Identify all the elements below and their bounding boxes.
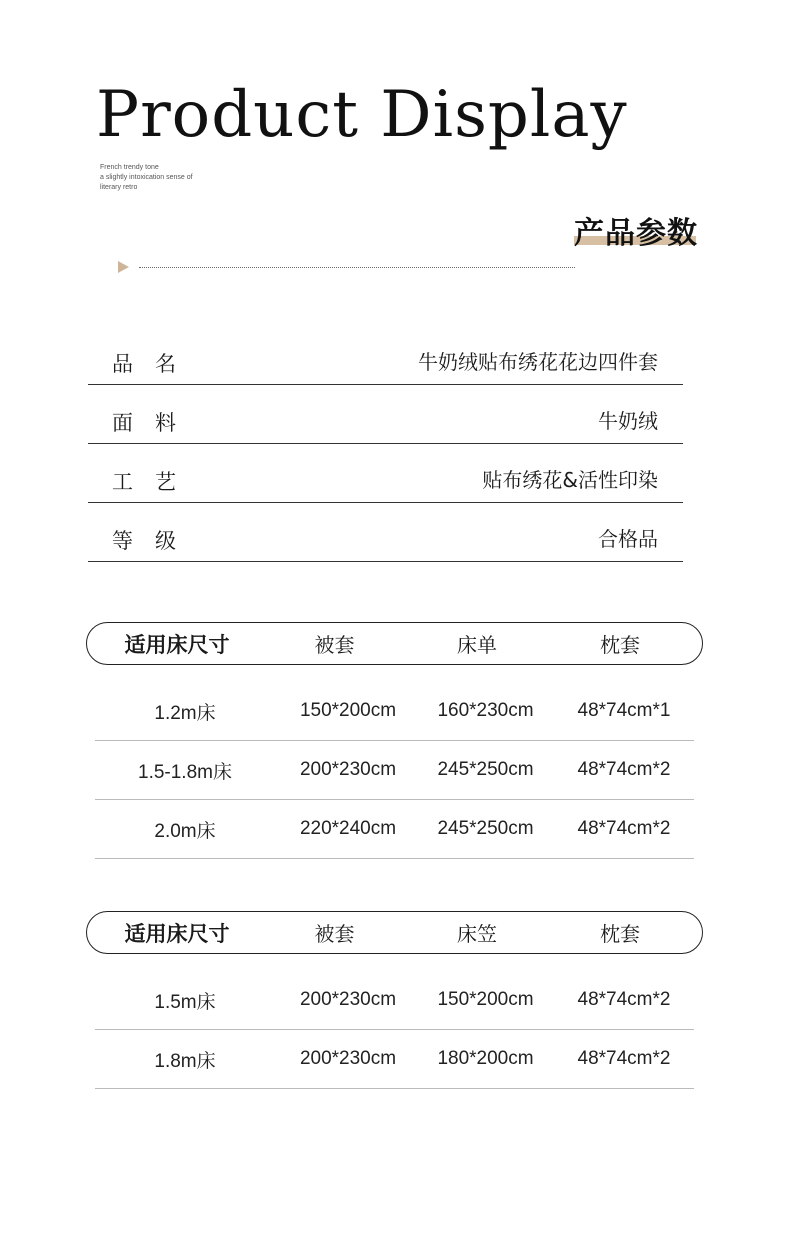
param-label: 面料	[112, 411, 198, 435]
header-cell: 床单	[457, 633, 497, 657]
table-row	[95, 971, 694, 1030]
table-cell: 48*74cm*2	[577, 818, 671, 839]
param-value: 牛奶绒贴布绣花花边四件套	[418, 350, 658, 374]
size-table-sheet	[86, 622, 703, 859]
table-cell: 48*74cm*1	[577, 700, 671, 721]
table-cell: 245*250cm	[437, 818, 534, 839]
table-cell: 48*74cm*2	[577, 989, 671, 1010]
section-heading-text: 产品参数	[574, 216, 698, 251]
table-cell: 1.5-1.8m床	[138, 761, 232, 783]
table-cell: 48*74cm*2	[577, 759, 671, 780]
param-row-craft	[88, 444, 683, 503]
table-cell: 160*230cm	[437, 700, 534, 721]
product-params-list	[88, 335, 683, 562]
table-cell: 180*200cm	[437, 1048, 534, 1069]
param-value: 牛奶绒	[598, 409, 658, 433]
header-cell: 枕套	[600, 922, 640, 946]
header-cell: 被套	[314, 922, 355, 946]
param-label: 品名	[112, 352, 198, 376]
table-row	[95, 800, 694, 859]
dotted-divider	[139, 267, 575, 268]
table-cell: 1.2m床	[154, 702, 216, 724]
tagline-line: a slightly intoxication sense of	[100, 174, 193, 181]
header-cell: 枕套	[600, 633, 640, 657]
tagline-line: literary retro	[100, 184, 138, 191]
table-cell: 200*230cm	[299, 1048, 397, 1069]
table-cell: 150*200cm	[299, 700, 397, 721]
hero-tagline	[100, 163, 230, 193]
table-cell: 2.0m床	[154, 820, 216, 842]
param-row-name	[88, 335, 683, 385]
table-cell: 1.5m床	[154, 991, 216, 1013]
table-cell: 150*200cm	[437, 989, 534, 1010]
param-label: 工艺	[112, 470, 198, 494]
header-cell: 适用床尺寸	[124, 632, 230, 657]
param-label: 等级	[112, 529, 198, 553]
table-cell: 245*250cm	[437, 759, 534, 780]
table-cell: 48*74cm*2	[577, 1048, 671, 1069]
table-cell: 200*230cm	[299, 989, 397, 1010]
table-header	[86, 911, 703, 954]
header-cell: 床笠	[457, 922, 497, 946]
hero-title: Product Display	[96, 78, 628, 152]
header-cell: 适用床尺寸	[124, 921, 230, 946]
tagline-line: French trendy tone	[100, 164, 159, 171]
param-value: 贴布绣花&活性印染	[482, 468, 658, 492]
table-row	[95, 1030, 694, 1089]
header-cell: 被套	[314, 633, 355, 657]
table-row	[95, 741, 694, 800]
table-row	[95, 682, 694, 741]
section-heading	[574, 208, 698, 252]
table-cell: 1.8m床	[154, 1050, 216, 1072]
table-cell: 220*240cm	[299, 818, 397, 839]
triangle-arrow-icon	[118, 261, 129, 273]
param-row-grade	[88, 503, 683, 562]
size-table-fitted	[86, 911, 703, 1089]
table-header	[86, 622, 703, 665]
param-row-fabric	[88, 385, 683, 444]
param-value: 合格品	[598, 527, 658, 551]
table-cell: 200*230cm	[299, 759, 397, 780]
